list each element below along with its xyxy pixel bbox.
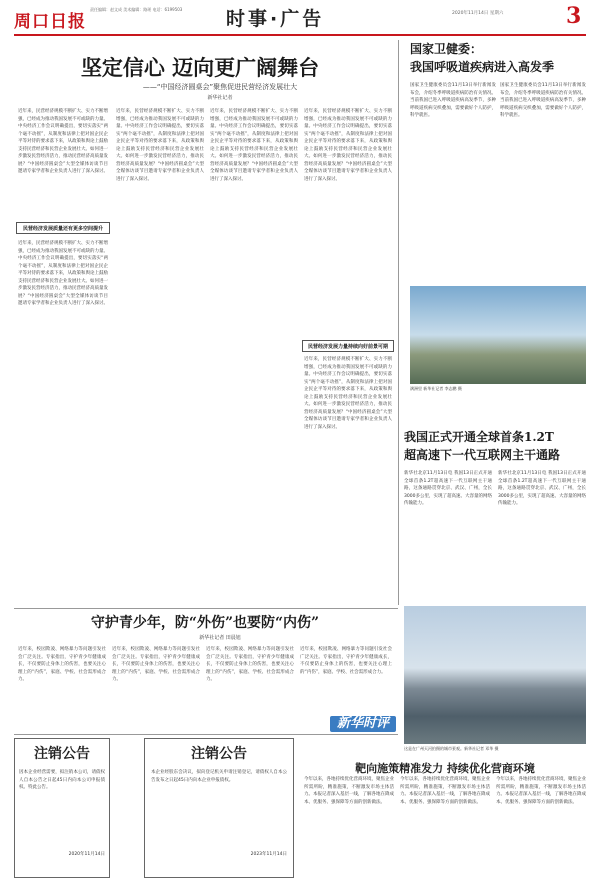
sidebar-head-1: 民营经济发展质量还有更多空间提升 [22, 226, 103, 232]
header-rule [14, 34, 586, 36]
lead-headline: 坚定信心 迈向更广阔舞台 [80, 55, 320, 80]
business-headline: 靶向施策精准发力 持续优化营商环境 [355, 762, 535, 775]
notice-2-title: 注销公告 [191, 746, 247, 762]
masthead [0, 0, 600, 34]
sidebar-head-2: 民营经济发展力量持续向好前景可期 [307, 344, 388, 350]
notice-2-date: 2023年11月14日 [250, 852, 287, 857]
section-title: 时事·广告 [226, 8, 325, 30]
lead-column-2: 近年来，民营经济规模不断扩大、实力不断增强，已经成为推动我国发展不可或缺的力量。中央经济工作会议明确提出，要切实落实“两个毫不动摇”，从制度和法律上把对国企民企平等对待的要求落下来，从政策和舆论上鼓励支持民营经济和民营企业发展壮大。如何进一步激发民营经济活力，推动民营经济高质量发展？“中国经济圆桌会”大型全媒体访谈节目邀请专家学者和企业负责人进行了深入探讨。 [116, 109, 204, 182]
health-photo [410, 286, 586, 384]
business-column-1: 今年以来，各地持续优化营商环境，聚焦企业所需所盼，精准施策，不断激发市场主体活力。本报记者深入基层一线，了解各地在降成本、优服务、强保障等方面的创新做法。 [304, 777, 394, 805]
youth-headline: 守护青少年，防“外伤”也要防“内伤” [90, 615, 320, 631]
xinhua-commentary-badge [330, 716, 396, 732]
xinhua-commentary-logo: 新华时评 [336, 716, 389, 731]
lead-byline: 新华社记者 [207, 95, 233, 101]
page-number: 3 [566, 3, 582, 29]
city-photo-caption: 这是在广州天河拍摄的城市景观。新华社记者 邓华 摄 [404, 746, 499, 751]
lead-subheadline: ——“中国经济圆桌会”聚焦促进民营经济发展壮大 [142, 83, 298, 91]
internet-column-2: 新华社北京11月13日电 我国13日正式开通全球首条1.2T超高速下一代互联网主干通路，这条通路贯穿北京、武汉、广州，全长3000多公里，实现了超高速、大容量的网络传输能力。 [498, 471, 586, 506]
youth-top-rule [14, 608, 398, 609]
health-column-1: 国家卫生健康委员会11月13日举行新闻发布会，介绍冬季呼吸道疾病防治有关情况。当前我国已进入呼吸道疾病高发季节，多种呼吸道疾病交织叠加，需要做好个人防护，科学就医。 [410, 83, 496, 118]
youth-column-1: 近年来，校园欺凌、网络暴力等问题引发社会广泛关注。专家指出，守护青少年健康成长，不仅要防止身体上的伤害，也要关注心理上的“内伤”，家庭、学校、社会需形成合力。 [18, 647, 106, 682]
notice-1-body: 因本企业经营需要，拟注销本公司，请债权人自本公告之日起45日内向本公司申报债权。特此公告。 [19, 770, 105, 790]
business-column-2: 今年以来，各地持续优化营商环境，聚焦企业所需所盼，精准施策，不断激发市场主体活力。本报记者深入基层一线，了解各地在降成本、优服务、强保障等方面的创新做法。 [400, 777, 490, 805]
lead-column-1-top: 近年来，民营经济规模不断扩大、实力不断增强，已经成为推动我国发展不可或缺的力量。中央经济工作会议明确提出，要切实落实“两个毫不动摇”，从制度和法律上把对国企民企平等对待的要求落下来，从政策和舆论上鼓励支持民营经济和民营企业发展壮大。如何进一步激发民营经济活力，推动民营经济高质量发展？“中国经济圆桌会”大型全媒体访谈节目邀请专家学者和企业负责人进行了深入探讨。 [18, 109, 108, 174]
city-bridge-photo [404, 606, 586, 744]
youth-column-4: 近年来，校园欺凌、网络暴力等问题引发社会广泛关注。专家指出，守护青少年健康成长，不仅要防止身体上的伤害，也要关注心理上的“内伤”，家庭、学校、社会需形成合力。 [300, 647, 392, 675]
notice-box-1 [14, 738, 110, 878]
lead-column-4-top: 近年来，民营经济规模不断扩大、实力不断增强，已经成为推动我国发展不可或缺的力量。中央经济工作会议明确提出，要切实落实“两个毫不动摇”，从制度和法律上把对国企民企平等对待的要求落下来，从政策和舆论上鼓励支持民营经济和民营企业发展壮大。如何进一步激发民营经济活力，推动民营经济高质量发展？“中国经济圆桌会”大型全媒体访谈节目邀请专家学者和企业负责人进行了深入探讨。 [304, 109, 392, 182]
internet-headline-line2: 超高速下一代互联网主干通路 [404, 448, 561, 462]
newspaper-logo: 周口日报 [14, 12, 86, 32]
lead-column-3: 近年来，民营经济规模不断扩大、实力不断增强，已经成为推动我国发展不可或缺的力量。中央经济工作会议明确提出，要切实落实“两个毫不动摇”，从制度和法律上把对国企民企平等对待的要求落下来，从政策和舆论上鼓励支持民营经济和民营企业发展壮大。如何进一步激发民营经济活力，推动民营经济高质量发展？“中国经济圆桌会”大型全媒体访谈节目邀请专家学者和企业负责人进行了深入探讨。 [210, 109, 298, 182]
column-divider [398, 40, 399, 605]
health-headline-line2: 我国呼吸道疾病进入高发季 [410, 60, 555, 74]
lead-column-4: 近年来，民营经济规模不断扩大、实力不断增强，已经成为推动我国发展不可或缺的力量。中央经济工作会议明确提出，要切实落实“两个毫不动摇”，从制度和法律上把对国企民企平等对待的要求落下来，从政策和舆论上鼓励支持民营经济和民营企业发展壮大。如何进一步激发民营经济活力，推动民营经济高质量发展？“中国经济圆桌会”大型全媒体访谈节目邀请专家学者和企业负责人进行了深入探讨。 [304, 357, 392, 430]
notice-box-2 [144, 738, 294, 878]
youth-column-3: 近年来，校园欺凌、网络暴力等问题引发社会广泛关注。专家指出，守护青少年健康成长，不仅要防止身体上的伤害，也要关注心理上的“内伤”，家庭、学校、社会需形成合力。 [206, 647, 294, 682]
notice-1-date: 2020年11月14日 [68, 852, 105, 857]
health-photo-caption: 满洲里 新华社记者 李志鹏 摄 [410, 386, 462, 391]
youth-column-2: 近年来，校园欺凌、网络暴力等问题引发社会广泛关注。专家指出，守护青少年健康成长，不仅要防止身体上的伤害，也要关注心理上的“内伤”，家庭、学校、社会需形成合力。 [112, 647, 200, 682]
notices-top-rule [14, 734, 398, 735]
sidebar-head-box-2 [302, 340, 394, 352]
internet-headline-line1: 我国正式开通全球首条1.2T [404, 430, 554, 444]
notice-1-title: 注销公告 [34, 746, 90, 762]
youth-byline: 新华社记者 田晨旭 [199, 635, 241, 641]
internet-column-1: 新华社北京11月13日电 我国13日正式开通全球首条1.2T超高速下一代互联网主干通路，这条通路贯穿北京、武汉、广州，全长3000多公里，实现了超高速、大容量的网络传输能力。 [404, 471, 492, 506]
issue-date: 2020年11月14日 星期六 [452, 11, 504, 16]
lead-column-1: 近年来，民营经济规模不断扩大、实力不断增强，已经成为推动我国发展不可或缺的力量。中央经济工作会议明确提出，要切实落实“两个毫不动摇”，从制度和法律上把对国企民企平等对待的要求落下来，从政策和舆论上鼓励支持民营经济和民营企业发展壮大。如何进一步激发民营经济活力，推动民营经济高质量发展？“中国经济圆桌会”大型全媒体访谈节目邀请专家学者和企业负责人进行了深入探讨。 [18, 241, 108, 306]
sidebar-head-box-1 [16, 222, 110, 234]
editor-info: 责任编辑：赵文成 美术编辑：路瑶 电话：6199503 [90, 7, 183, 12]
notice-2-body: 本企业经股东会决议，拟向登记机关申请注销登记，请债权人自本公告发布之日起45日内向本企业申报债权。 [151, 770, 287, 783]
business-column-3: 今年以来，各地持续优化营商环境，聚焦企业所需所盼，精准施策，不断激发市场主体活力。本报记者深入基层一线，了解各地在降成本、优服务、强保障等方面的创新做法。 [496, 777, 586, 805]
health-headline-line1: 国家卫健委： [410, 42, 483, 56]
health-column-2: 国家卫生健康委员会11月13日举行新闻发布会，介绍冬季呼吸道疾病防治有关情况。当前我国已进入呼吸道疾病高发季节，多种呼吸道疾病交织叠加，需要做好个人防护，科学就医。 [500, 83, 586, 118]
